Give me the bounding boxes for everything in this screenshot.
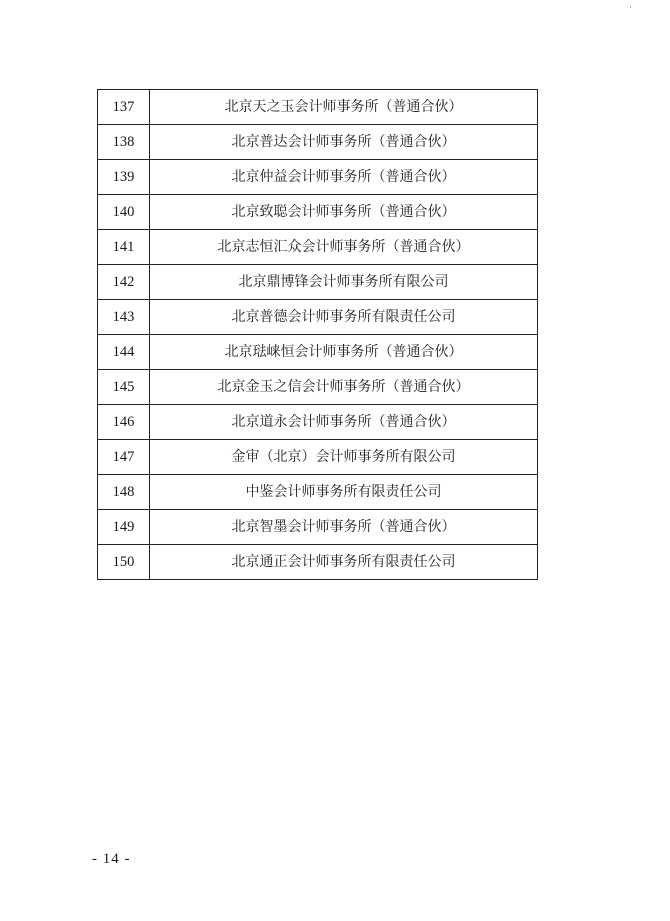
row-number-cell: 143 [98,300,150,335]
accounting-firm-table [97,89,538,580]
table-row [98,335,538,370]
table-row [98,125,538,160]
firm-name-cell: 北京普达会计师事务所（普通合伙） [150,125,538,160]
firm-name-cell: 北京致聪会计师事务所（普通合伙） [150,195,538,230]
table-body [98,90,538,580]
table-row [98,265,538,300]
page-number: - 14 - [92,851,131,867]
firm-name-cell: 北京金玉之信会计师事务所（普通合伙） [150,370,538,405]
firm-name-cell: 北京鼎博锋会计师事务所有限公司 [150,265,538,300]
table-row [98,230,538,265]
row-number-cell: 142 [98,265,150,300]
table-row [98,370,538,405]
table-row [98,405,538,440]
table-row [98,545,538,580]
row-number-cell: 144 [98,335,150,370]
row-number-cell: 138 [98,125,150,160]
firm-name-cell: 北京普德会计师事务所有限责任公司 [150,300,538,335]
row-number-cell: 145 [98,370,150,405]
firm-name-cell: 北京仲益会计师事务所（普通合伙） [150,160,538,195]
table-row [98,475,538,510]
table-row [98,440,538,475]
firm-name-cell: 北京志恒汇众会计师事务所（普通合伙） [150,230,538,265]
firm-name-cell: 北京天之玉会计师事务所（普通合伙） [150,90,538,125]
row-number-cell: 147 [98,440,150,475]
firm-name-cell: 北京通正会计师事务所有限责任公司 [150,545,538,580]
scan-mark: ˙ [628,6,633,17]
table-row [98,510,538,545]
row-number-cell: 141 [98,230,150,265]
row-number-cell: 150 [98,545,150,580]
firm-name-cell: 中鉴会计师事务所有限责任公司 [150,475,538,510]
table-row [98,300,538,335]
table-row [98,160,538,195]
row-number-cell: 137 [98,90,150,125]
row-number-cell: 148 [98,475,150,510]
row-number-cell: 149 [98,510,150,545]
row-number-cell: 140 [98,195,150,230]
firm-name-cell: 北京道永会计师事务所（普通合伙） [150,405,538,440]
table-row [98,90,538,125]
firm-name-cell: 金审（北京）会计师事务所有限公司 [150,440,538,475]
row-number-cell: 139 [98,160,150,195]
table-row [98,195,538,230]
firm-name-cell: 北京智墨会计师事务所（普通合伙） [150,510,538,545]
firm-name-cell: 北京琺崃恒会计师事务所（普通合伙） [150,335,538,370]
row-number-cell: 146 [98,405,150,440]
